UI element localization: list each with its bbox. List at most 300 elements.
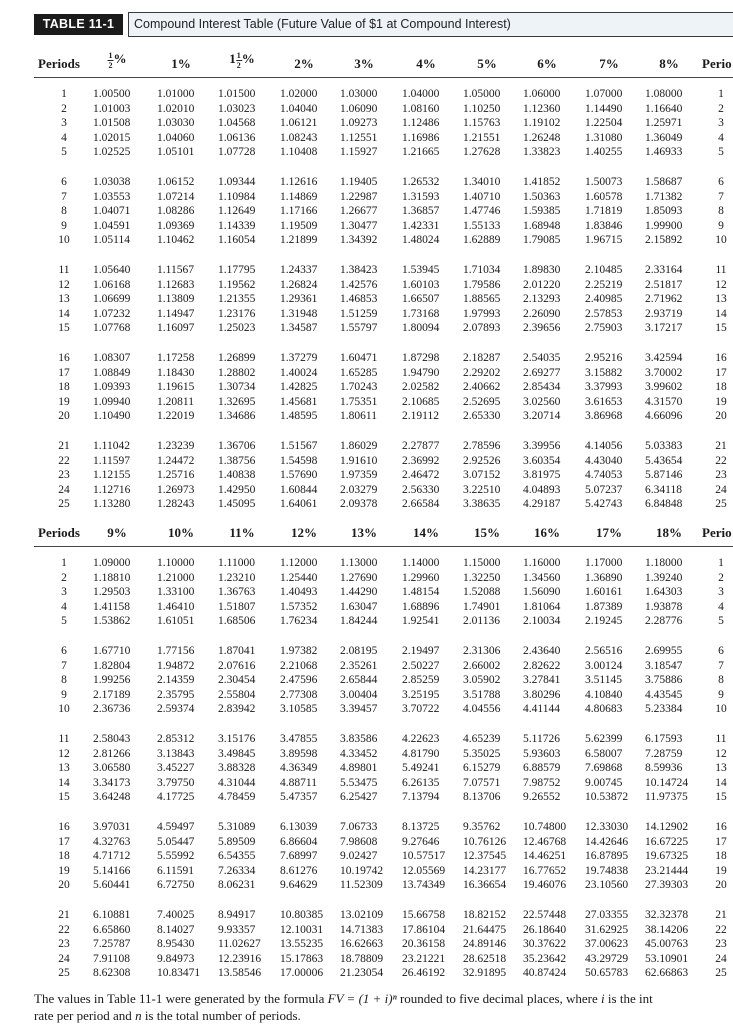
period-number: 2 xyxy=(61,571,67,584)
factor-cell: 5.47357 xyxy=(280,791,318,804)
factor-cell: 2.75903 xyxy=(585,322,623,335)
factor-cell: 1.10462 xyxy=(157,234,195,247)
factor-cell: 2.58043 xyxy=(93,733,131,745)
factor-cell: 1.59385 xyxy=(523,205,561,218)
factor-cell: 6.54355 xyxy=(218,850,256,863)
factor-cell: 5.87146 xyxy=(645,469,683,482)
factor-cell: 5.42743 xyxy=(585,498,623,511)
factor-cell: 18.82152 xyxy=(463,909,507,921)
factor-cell: 3.99602 xyxy=(645,381,683,394)
rate-header: 3% xyxy=(354,56,374,71)
period-number: 16 xyxy=(58,821,70,833)
factor-cell: 3.51145 xyxy=(585,674,622,687)
table-row xyxy=(34,87,733,102)
factor-cell: 1.19509 xyxy=(280,219,318,232)
period-number: 25 xyxy=(58,498,70,511)
factor-cell: 1.51259 xyxy=(340,307,378,320)
period-number-right: 1 xyxy=(718,557,724,569)
table-tag: TABLE 11-1 xyxy=(34,14,123,35)
factor-cell: 1.18000 xyxy=(645,557,683,569)
factor-cell: 6.88579 xyxy=(523,762,561,775)
factor-cell: 3.20714 xyxy=(523,410,561,423)
factor-cell: 27.03355 xyxy=(585,909,629,921)
factor-cell: 2.55804 xyxy=(218,688,256,701)
factor-cell: 4.41144 xyxy=(523,703,560,716)
factor-cell: 2.01136 xyxy=(463,615,500,628)
factor-cell: 4.31044 xyxy=(218,776,256,789)
factor-cell: 1.12360 xyxy=(523,102,561,115)
factor-cell: 1.80611 xyxy=(340,410,377,423)
table-row xyxy=(34,483,733,498)
factor-cell: 35.23642 xyxy=(523,952,567,965)
factor-cell: 2.43640 xyxy=(523,645,561,657)
factor-cell: 7.69868 xyxy=(585,762,623,775)
period-number-right: 20 xyxy=(715,879,727,892)
factor-cell: 1.40255 xyxy=(585,146,623,159)
factor-cell: 1.12616 xyxy=(280,176,318,188)
period-number-right: 6 xyxy=(718,645,724,657)
table-title: Compound Interest Table (Future Value of $1 at Compound Interest) xyxy=(128,12,733,37)
factor-cell: 4.88711 xyxy=(280,776,317,789)
factor-cell: 1.21899 xyxy=(280,234,318,247)
factor-cell: 2.52695 xyxy=(463,395,501,408)
period-number: 25 xyxy=(58,967,70,980)
factor-cell: 1.93878 xyxy=(645,600,683,613)
factor-cell: 3.42594 xyxy=(645,352,683,364)
factor-cell: 1.32695 xyxy=(218,395,256,408)
factor-cell: 1.04591 xyxy=(93,219,131,232)
factor-cell: 1.10984 xyxy=(218,190,256,203)
table-row xyxy=(34,747,733,762)
factor-cell: 1.42576 xyxy=(340,278,378,291)
rate-header: 9% xyxy=(107,525,127,540)
factor-cell: 1.09344 xyxy=(218,176,256,188)
factor-cell: 1.09273 xyxy=(340,117,378,130)
factor-cell: 8.94917 xyxy=(218,909,256,921)
factor-cell: 3.60354 xyxy=(523,454,561,467)
factor-cell: 1.26532 xyxy=(402,176,440,188)
factor-cell: 1.07214 xyxy=(157,190,195,203)
factor-cell: 6.58007 xyxy=(585,747,623,760)
factor-cell: 4.04893 xyxy=(523,483,561,496)
factor-cell: 3.39457 xyxy=(340,703,378,716)
factor-cell: 2.19497 xyxy=(402,645,440,657)
table-row xyxy=(34,835,733,850)
factor-cell: 10.14724 xyxy=(645,776,689,789)
factor-cell: 3.79750 xyxy=(157,776,195,789)
factor-cell: 1.22019 xyxy=(157,410,195,423)
factor-cell: 6.10881 xyxy=(93,909,131,921)
factor-cell: 9.02427 xyxy=(340,850,378,863)
factor-cell: 1.25440 xyxy=(280,571,318,584)
factor-cell: 5.31089 xyxy=(218,821,256,833)
factor-cell: 6.86604 xyxy=(280,835,318,848)
factor-cell: 26.18640 xyxy=(523,923,567,936)
table-row xyxy=(34,409,733,424)
factor-cell: 1.94872 xyxy=(157,659,195,672)
factor-cell: 1.87298 xyxy=(402,352,440,364)
factor-cell: 22.57448 xyxy=(523,909,567,921)
period-number-right: 19 xyxy=(715,395,727,408)
factor-cell: 12.05569 xyxy=(402,864,446,877)
period-number: 4 xyxy=(61,131,67,144)
factor-cell: 1.34010 xyxy=(463,176,501,188)
factor-cell: 1.34587 xyxy=(280,322,318,335)
factor-cell: 40.87424 xyxy=(523,967,567,980)
factor-cell: 1.46410 xyxy=(157,600,195,613)
factor-cell: 2.09378 xyxy=(340,498,378,511)
factor-cell: 3.22510 xyxy=(463,483,501,496)
factor-cell: 2.47596 xyxy=(280,674,318,687)
factor-cell: 1.08000 xyxy=(645,88,683,100)
factor-cell: 15.17863 xyxy=(280,952,324,965)
factor-cell: 1.97993 xyxy=(463,307,501,320)
factor-cell: 12.33030 xyxy=(585,821,629,833)
period-group xyxy=(34,87,733,160)
period-number-right: 12 xyxy=(715,747,727,760)
period-number: 5 xyxy=(61,615,67,628)
factor-cell: 4.43040 xyxy=(585,454,623,467)
factor-cell: 7.40025 xyxy=(157,909,195,921)
factor-cell: 1.06121 xyxy=(280,117,318,130)
factor-cell: 4.29187 xyxy=(523,498,561,511)
factor-cell: 1.28243 xyxy=(157,498,195,511)
factor-cell: 3.51788 xyxy=(463,688,501,701)
factor-cell: 1.29960 xyxy=(402,571,440,584)
table-row xyxy=(34,145,733,160)
table-row xyxy=(34,321,733,336)
factor-cell: 2.85434 xyxy=(523,381,561,394)
factor-cell: 1.25023 xyxy=(218,322,256,335)
factor-cell: 1.23239 xyxy=(157,440,195,452)
footnote-formula: FV = (1 + i)ⁿ xyxy=(327,991,397,1006)
factor-cell: 3.02560 xyxy=(523,395,561,408)
rate-header: 1% xyxy=(171,56,191,71)
period-group xyxy=(34,175,733,248)
factor-cell: 1.30734 xyxy=(218,381,256,394)
period-number-right: 2 xyxy=(718,102,724,115)
period-number: 20 xyxy=(58,410,70,423)
table-row xyxy=(34,673,733,688)
factor-cell: 1.25971 xyxy=(645,117,683,130)
factor-cell: 3.39956 xyxy=(523,440,561,452)
factor-cell: 2.35261 xyxy=(340,659,378,672)
factor-cell: 1.73168 xyxy=(402,307,440,320)
factor-cell: 13.58546 xyxy=(218,967,262,980)
factor-cell: 4.89801 xyxy=(340,762,378,775)
period-number: 20 xyxy=(58,879,70,892)
factor-cell: 2.35795 xyxy=(157,688,195,701)
period-number: 17 xyxy=(58,835,70,848)
footnote-middle: rounded to five decimal places, where xyxy=(396,991,602,1006)
factor-cell: 6.72750 xyxy=(157,879,195,892)
factor-cell: 1.48024 xyxy=(402,234,440,247)
factor-cell: 1.67710 xyxy=(93,645,131,657)
factor-cell: 6.11591 xyxy=(157,864,194,877)
factor-cell: 5.14166 xyxy=(93,864,131,877)
factor-cell: 1.15763 xyxy=(463,117,501,130)
period-number: 16 xyxy=(58,352,70,364)
factor-cell: 1.04568 xyxy=(218,117,256,130)
footnote-prefix: The values in Table 11-1 were generated by the formula xyxy=(34,991,328,1006)
factor-cell: 1.85093 xyxy=(645,205,683,218)
factor-cell: 7.91108 xyxy=(93,952,130,965)
factor-cell: 1.94790 xyxy=(402,366,440,379)
rate-header: 18% xyxy=(656,525,682,540)
factor-cell: 1.05000 xyxy=(463,88,501,100)
factor-cell: 1.26973 xyxy=(157,483,195,496)
factor-cell: 45.00763 xyxy=(645,938,689,951)
factor-cell: 1.12486 xyxy=(402,117,440,130)
factor-cell: 14.12902 xyxy=(645,821,689,833)
factor-cell: 2.10685 xyxy=(402,395,440,408)
factor-cell: 21.23054 xyxy=(340,967,384,980)
period-number: 12 xyxy=(58,747,70,760)
period-number-right: 21 xyxy=(715,909,727,921)
factor-cell: 1.60844 xyxy=(280,483,318,496)
period-number-right: 10 xyxy=(715,234,727,247)
factor-cell: 1.02000 xyxy=(280,88,318,100)
factor-cell: 3.80296 xyxy=(523,688,561,701)
factor-cell: 3.07152 xyxy=(463,469,501,482)
factor-cell: 5.23384 xyxy=(645,703,683,716)
factor-cell: 1.16097 xyxy=(157,322,195,335)
factor-cell: 1.17000 xyxy=(585,557,623,569)
factor-cell: 1.88565 xyxy=(463,293,501,306)
table-row xyxy=(34,908,733,923)
factor-cell: 1.19405 xyxy=(340,176,378,188)
factor-cell: 1.51567 xyxy=(280,440,318,452)
factor-cell: 23.21221 xyxy=(402,952,446,965)
factor-cell: 2.39656 xyxy=(523,322,561,335)
factor-cell: 2.71962 xyxy=(645,293,683,306)
factor-cell: 1.86029 xyxy=(340,440,378,452)
table-row xyxy=(34,556,733,571)
factor-cell: 2.83942 xyxy=(218,703,256,716)
factor-cell: 2.69955 xyxy=(645,645,683,657)
factor-cell: 1.04040 xyxy=(280,102,318,115)
factor-cell: 10.53872 xyxy=(585,791,629,804)
factor-cell: 1.41158 xyxy=(93,600,130,613)
factor-cell: 1.02015 xyxy=(93,131,131,144)
factor-cell: 16.67225 xyxy=(645,835,689,848)
period-number-right: 18 xyxy=(715,381,727,394)
factor-cell: 4.78459 xyxy=(218,791,256,804)
factor-cell: 2.36992 xyxy=(402,454,440,467)
factor-cell: 16.87895 xyxy=(585,850,629,863)
factor-cell: 1.53862 xyxy=(93,615,131,628)
factor-cell: 9.35762 xyxy=(463,821,501,833)
factor-cell: 1.09369 xyxy=(157,219,195,232)
factor-cell: 24.89146 xyxy=(463,938,507,951)
factor-cell: 2.29202 xyxy=(463,366,501,379)
factor-cell: 2.13293 xyxy=(523,293,561,306)
factor-cell: 6.13039 xyxy=(280,821,318,833)
factor-cell: 1.13280 xyxy=(93,498,131,511)
factor-cell: 4.59497 xyxy=(157,821,195,833)
factor-cell: 1.99900 xyxy=(645,219,683,232)
period-group xyxy=(34,263,733,336)
factor-cell: 1.71819 xyxy=(585,205,623,218)
factor-cell: 17.00006 xyxy=(280,967,324,980)
factor-cell: 2.36736 xyxy=(93,703,131,716)
period-number-right: 21 xyxy=(715,440,727,452)
factor-cell: 2.40985 xyxy=(585,293,623,306)
factor-cell: 2.40662 xyxy=(463,381,501,394)
factor-cell: 4.10840 xyxy=(585,688,623,701)
factor-cell: 1.68896 xyxy=(402,600,440,613)
factor-cell: 1.55797 xyxy=(340,322,378,335)
factor-cell: 2.28776 xyxy=(645,615,683,628)
factor-cell: 8.13706 xyxy=(463,791,501,804)
factor-cell: 2.15892 xyxy=(645,234,683,247)
factor-cell: 1.37279 xyxy=(280,352,318,364)
factor-cell: 1.05114 xyxy=(93,234,130,247)
factor-cell: 2.95216 xyxy=(585,352,623,364)
factor-cell: 1.12000 xyxy=(280,557,318,569)
factor-cell: 2.10034 xyxy=(523,615,561,628)
period-number-right: 4 xyxy=(718,131,724,144)
factor-cell: 1.03030 xyxy=(157,117,195,130)
factor-cell: 5.55992 xyxy=(157,850,195,863)
factor-cell: 1.40710 xyxy=(463,190,501,203)
rate-header: 11% xyxy=(229,525,255,540)
factor-cell: 2.57853 xyxy=(585,307,623,320)
period-number: 7 xyxy=(61,190,67,203)
periods-header: Periods xyxy=(38,56,80,71)
factor-cell: 12.23916 xyxy=(218,952,262,965)
factor-cell: 1.01003 xyxy=(93,102,131,115)
period-group xyxy=(34,820,733,893)
table-row xyxy=(34,175,733,190)
factor-cell: 8.13725 xyxy=(402,821,440,833)
factor-cell: 1.92541 xyxy=(402,615,440,628)
factor-cell: 8.61276 xyxy=(280,864,318,877)
table-row xyxy=(34,600,733,615)
factor-cell: 1.60578 xyxy=(585,190,623,203)
period-number: 13 xyxy=(58,762,70,775)
rate-header: 5% xyxy=(477,56,497,71)
factor-cell: 10.57517 xyxy=(402,850,446,863)
period-number: 21 xyxy=(58,909,70,921)
factor-cell: 1.22504 xyxy=(585,117,623,130)
factor-cell: 1.54598 xyxy=(280,454,318,467)
factor-cell: 2.77308 xyxy=(280,688,318,701)
table-row xyxy=(34,380,733,395)
period-number: 6 xyxy=(61,645,67,657)
factor-cell: 6.65860 xyxy=(93,923,131,936)
factor-cell: 2.17189 xyxy=(93,688,131,701)
factor-cell: 1.13000 xyxy=(340,557,378,569)
table-row xyxy=(34,761,733,776)
factor-cell: 1.46933 xyxy=(645,146,683,159)
factor-cell: 26.46192 xyxy=(402,967,446,980)
factor-cell: 1.26899 xyxy=(218,352,256,364)
factor-cell: 1.71034 xyxy=(463,264,501,276)
footnote-var-i: i xyxy=(601,991,605,1006)
factor-cell: 4.33452 xyxy=(340,747,378,760)
factor-cell: 3.10585 xyxy=(280,703,318,716)
period-number-right: 23 xyxy=(715,938,727,951)
column-header-row xyxy=(34,517,733,547)
table-row xyxy=(34,497,733,512)
factor-cell: 4.17725 xyxy=(157,791,195,804)
factor-cell: 1.91610 xyxy=(340,454,378,467)
factor-cell: 2.03279 xyxy=(340,483,378,496)
table-row xyxy=(34,849,733,864)
factor-cell: 1.58687 xyxy=(645,176,683,188)
factor-cell: 1.57352 xyxy=(280,600,318,613)
factor-cell: 4.36349 xyxy=(280,762,318,775)
table-row xyxy=(34,292,733,307)
factor-cell: 1.15000 xyxy=(463,557,501,569)
period-number-right: 7 xyxy=(718,190,724,203)
table-row xyxy=(34,952,733,967)
period-number: 1 xyxy=(61,557,67,569)
factor-cell: 1.68948 xyxy=(523,219,561,232)
rate-block-low xyxy=(34,48,733,512)
factor-cell: 3.49845 xyxy=(218,747,256,760)
factor-cell: 1.03038 xyxy=(93,176,131,188)
factor-cell: 2.19245 xyxy=(585,615,623,628)
factor-cell: 31.62925 xyxy=(585,923,629,936)
factor-cell: 6.25427 xyxy=(340,791,378,804)
factor-cell: 3.89598 xyxy=(280,747,318,760)
factor-cell: 1.65285 xyxy=(340,366,378,379)
factor-cell: 5.93603 xyxy=(523,747,561,760)
factor-cell: 2.21068 xyxy=(280,659,318,672)
period-number: 10 xyxy=(58,234,70,247)
percent-sign: % xyxy=(113,51,127,66)
table-row xyxy=(34,219,733,234)
factor-cell: 14.42646 xyxy=(585,835,629,848)
factor-cell: 1.84244 xyxy=(340,615,378,628)
factor-cell: 1.80094 xyxy=(402,322,440,335)
factor-cell: 2.92526 xyxy=(463,454,501,467)
factor-cell: 11.52309 xyxy=(340,879,383,892)
factor-cell: 1.14947 xyxy=(157,307,195,320)
factor-cell: 1.38423 xyxy=(340,264,378,276)
factor-cell: 10.76126 xyxy=(463,835,507,848)
factor-cell: 1.26824 xyxy=(280,278,318,291)
period-number-right: 8 xyxy=(718,205,724,218)
factor-cell: 1.31593 xyxy=(402,190,440,203)
factor-cell: 1.60161 xyxy=(585,586,623,599)
factor-cell: 3.47855 xyxy=(280,733,318,745)
factor-cell: 14.23177 xyxy=(463,864,507,877)
rate-header: 2% xyxy=(294,56,314,71)
table-row xyxy=(34,644,733,659)
factor-cell: 1.26677 xyxy=(340,205,378,218)
factor-cell: 5.05447 xyxy=(157,835,195,848)
factor-cell: 23.10560 xyxy=(585,879,629,892)
factor-cell: 7.07571 xyxy=(463,776,501,789)
period-number-right: 18 xyxy=(715,850,727,863)
factor-cell: 1.07232 xyxy=(93,307,131,320)
factor-cell: 1.64061 xyxy=(280,498,318,511)
factor-cell: 9.26552 xyxy=(523,791,561,804)
factor-cell: 1.18810 xyxy=(93,571,131,584)
factor-cell: 1.16640 xyxy=(645,102,683,115)
factor-cell: 2.31306 xyxy=(463,645,501,657)
factor-cell: 43.29729 xyxy=(585,952,629,965)
period-number-right: 3 xyxy=(718,586,724,599)
factor-cell: 1.45681 xyxy=(280,395,318,408)
fraction-numerator: 1 xyxy=(108,51,113,60)
factor-cell: 16.77652 xyxy=(523,864,567,877)
factor-cell: 1.77156 xyxy=(157,645,195,657)
factor-cell: 1.29361 xyxy=(280,293,318,306)
